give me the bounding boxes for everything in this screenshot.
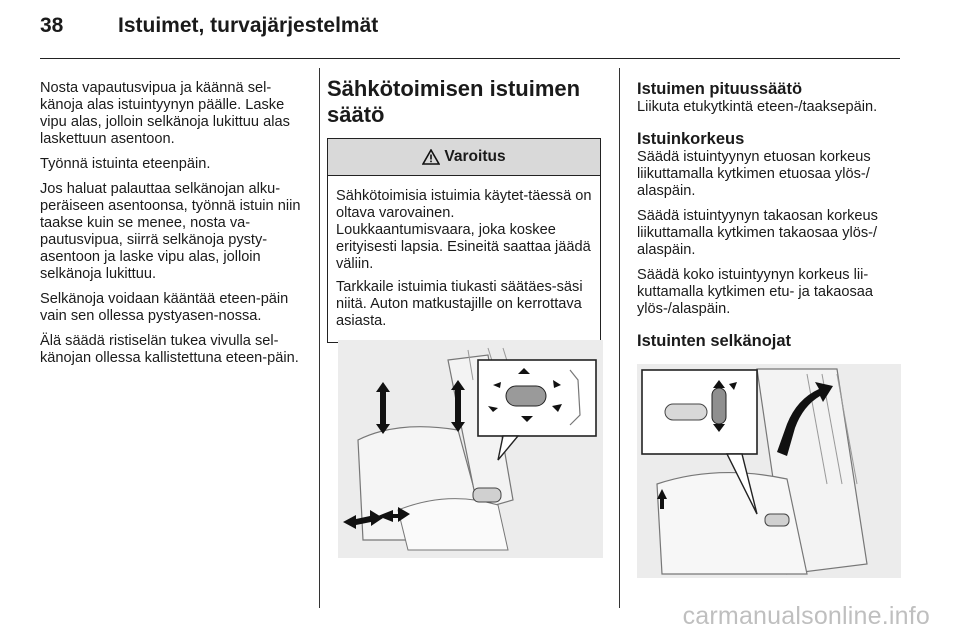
watermark: carmanualsonline.info [682, 602, 930, 630]
seat-controls-illustration [338, 340, 603, 558]
warning-body [328, 176, 600, 342]
seatback-drawing-icon [637, 364, 901, 578]
warning-paragraph: Sähkötoimisia istuimia käytet-täessä on oltava varovainen. Loukkaantumisvaara, joka koskee erityisesti lapsia. Esineitä saattaa jäädä väliin. [336, 188, 592, 272]
paragraph: Jos haluat palauttaa selkänojan alku-peräiseen asentoonsa, työnnä istuin niin taakse kuin se menee, nosta va-pautusvipua, siirrä selkänoja pysty-asentoon ja laske vipu alas, jolloin selkänoja lukittuu. [40, 181, 301, 282]
column-3 [637, 80, 903, 351]
paragraph: Työnnä istuinta eteenpäin. [40, 156, 211, 172]
section-title: Sähkötoimisen istuimen säätö [327, 76, 581, 127]
paragraph: Säädä koko istuintyynyn korkeus lii-kuttamalla kytkimen etu- ja takaosaa ylös-/alaspäin. [637, 267, 874, 317]
column-divider-2 [619, 68, 620, 608]
paragraph: Liikuta etukytkintä eteen-/taaksepäin. [637, 99, 878, 115]
paragraph: Säädä istuintyynyn etuosan korkeus liikuttamalla kytkimen etuosaa ylös-/ alaspäin. [637, 149, 871, 199]
section-heading: Istuinten selkänojat [637, 332, 792, 350]
paragraph: Selkänoja voidaan kääntää eteen-päin vain sen ollessa pystyasen-nossa. [40, 291, 289, 324]
warning-paragraph: Tarkkaile istuimia tiukasti säätäes-säsi niitä. Auton matkustajille on kerrottava asiasta. [336, 279, 583, 329]
warning-triangle-icon [422, 149, 440, 165]
seatback-illustration [637, 364, 901, 578]
page-header [40, 14, 900, 54]
page-number: 38 [40, 14, 64, 37]
column-divider-1 [319, 68, 320, 608]
warning-label: Varoitus [444, 148, 506, 165]
paragraph: Säädä istuintyynyn takaosan korkeus liikuttamalla kytkimen takaosaa ylös-/ alaspäin. [637, 208, 878, 258]
seat-drawing-icon [338, 340, 603, 558]
column-2 [327, 76, 603, 355]
paragraph: Älä säädä ristiselän tukea vivulla sel-känojan ollessa kallistettuna eteen-päin. [40, 333, 299, 366]
warning-header [328, 139, 600, 176]
column-1 [40, 80, 306, 375]
section-heading: Istuinkorkeus [637, 130, 745, 148]
paragraph: Nosta vapautusvipua ja käännä sel-känoja alas istuintyynyn päälle. Laske vipu alas, jolloin selkänoja lukittuu alas laskettuun asentoon. [40, 80, 290, 147]
header-rule [40, 58, 900, 59]
chapter-title: Istuimet, turvajärjestelmät [118, 14, 379, 37]
section-heading: Istuimen pituussäätö [637, 80, 803, 98]
warning-box [327, 138, 601, 343]
